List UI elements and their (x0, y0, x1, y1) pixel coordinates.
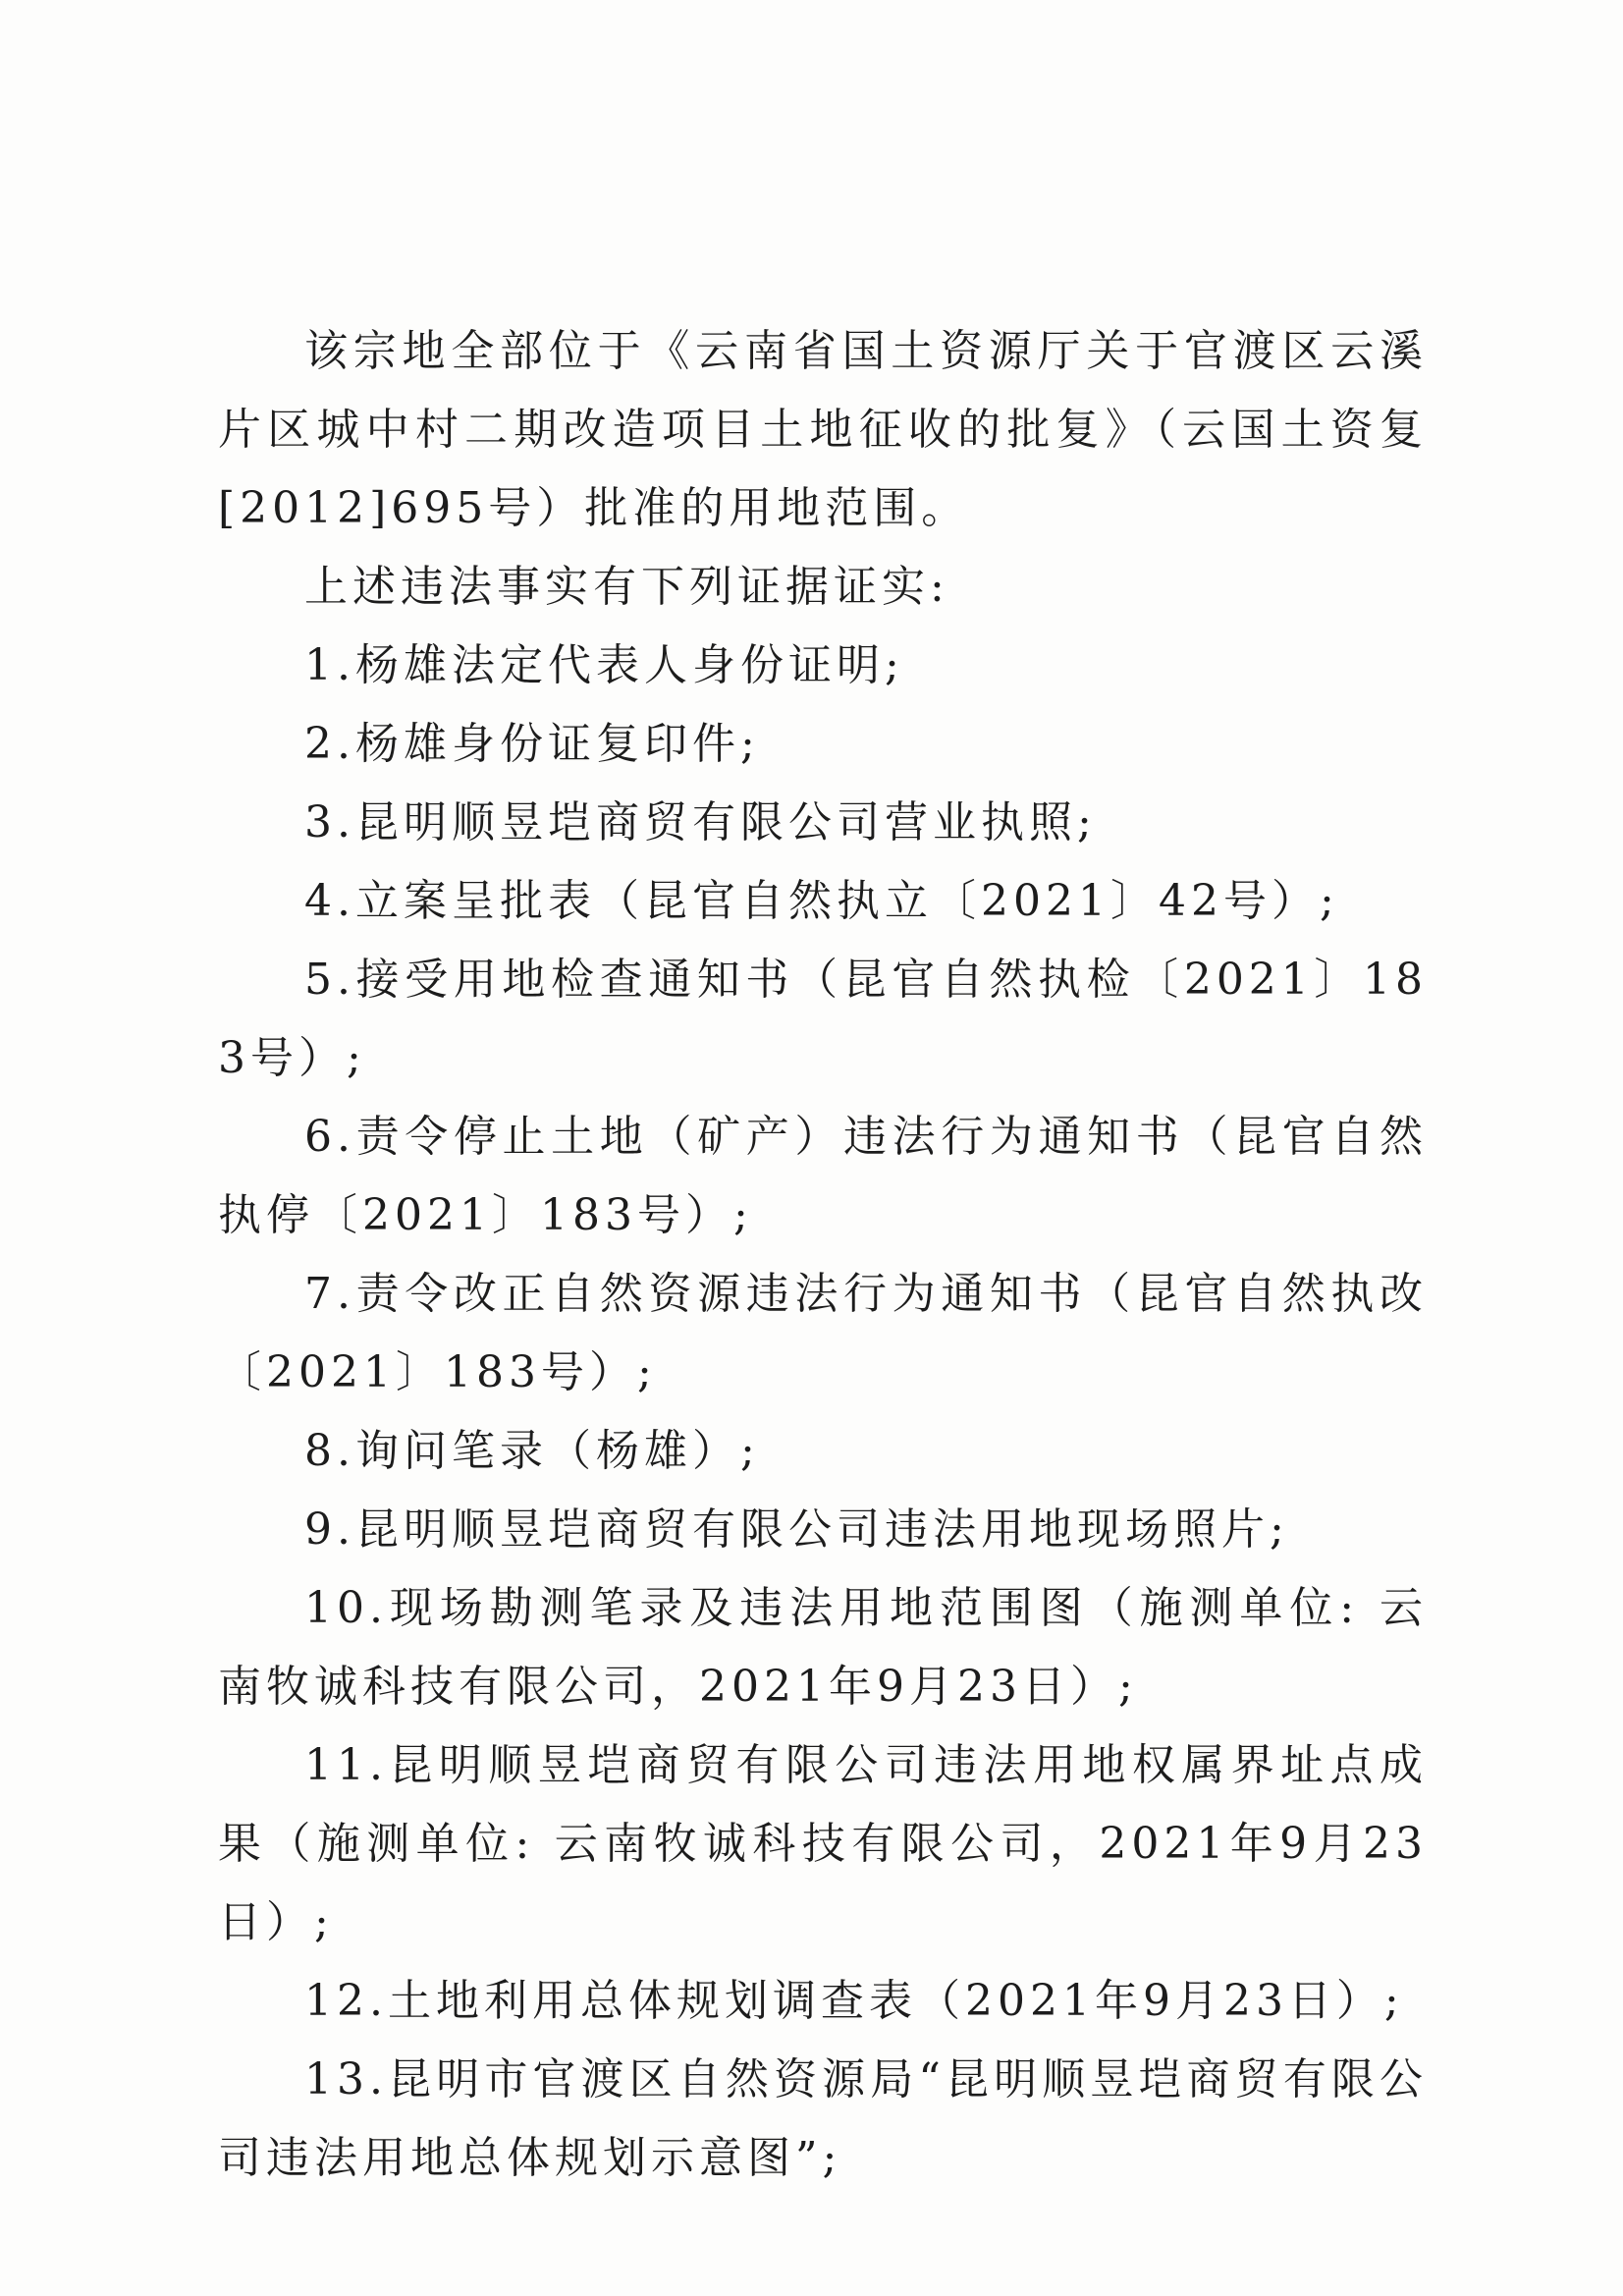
paragraph-land-location: 该宗地全部位于《云南省国土资源厅关于官渡区云溪片区城中村二期改造项目土地征收的批复》（云国土资复[2012]695号）批准的用地范围。 (218, 326, 1428, 533)
evidence-item-7: 7.责令改正自然资源违法行为通知书（昆官自然执改〔2021〕183号）; (218, 1269, 1428, 1397)
evidence-item-6: 6.责令停止土地（矿产）违法行为通知书（昆官自然执停〔2021〕183号）; (218, 1112, 1428, 1240)
evidence-item-5: 5.接受用地检查通知书（昆官自然执检〔2021〕183号）; (218, 955, 1428, 1083)
evidence-item-12: 12.土地利用总体规划调查表（2021年9月23日）; (304, 1976, 1404, 2026)
evidence-item-3: 3.昆明顺昱垲商贸有限公司营业执照; (304, 797, 1097, 847)
evidence-item-11: 11.昆明顺昱垲商贸有限公司违法用地权属界址点成果（施测单位: 云南牧诚科技有限公司，2021年9月23日）; (218, 1740, 1428, 1947)
evidence-item-9: 9.昆明顺昱垲商贸有限公司违法用地现场照片; (304, 1504, 1289, 1555)
evidence-item-13: 13.昆明市官渡区自然资源局“昆明顺昱垲商贸有限公司违法用地总体规划示意图”; (218, 2054, 1428, 2183)
evidence-item-10: 10.现场勘测笔录及违法用地范围图（施测单位: 云南牧诚科技有限公司，2021年9月23日）; (218, 1583, 1428, 1712)
evidence-item-2: 2.杨雄身份证复印件; (304, 719, 760, 769)
document-body (218, 312, 1428, 2198)
evidence-item-8: 8.询问笔录（杨雄）; (304, 1426, 760, 1476)
paragraph-evidence-intro: 上述违法事实有下列证据证实: (304, 562, 949, 612)
evidence-item-1: 1.杨雄法定代表人身份证明; (304, 640, 904, 690)
evidence-item-4: 4.立案呈批表（昆官自然执立〔2021〕42号）; (304, 876, 1339, 926)
